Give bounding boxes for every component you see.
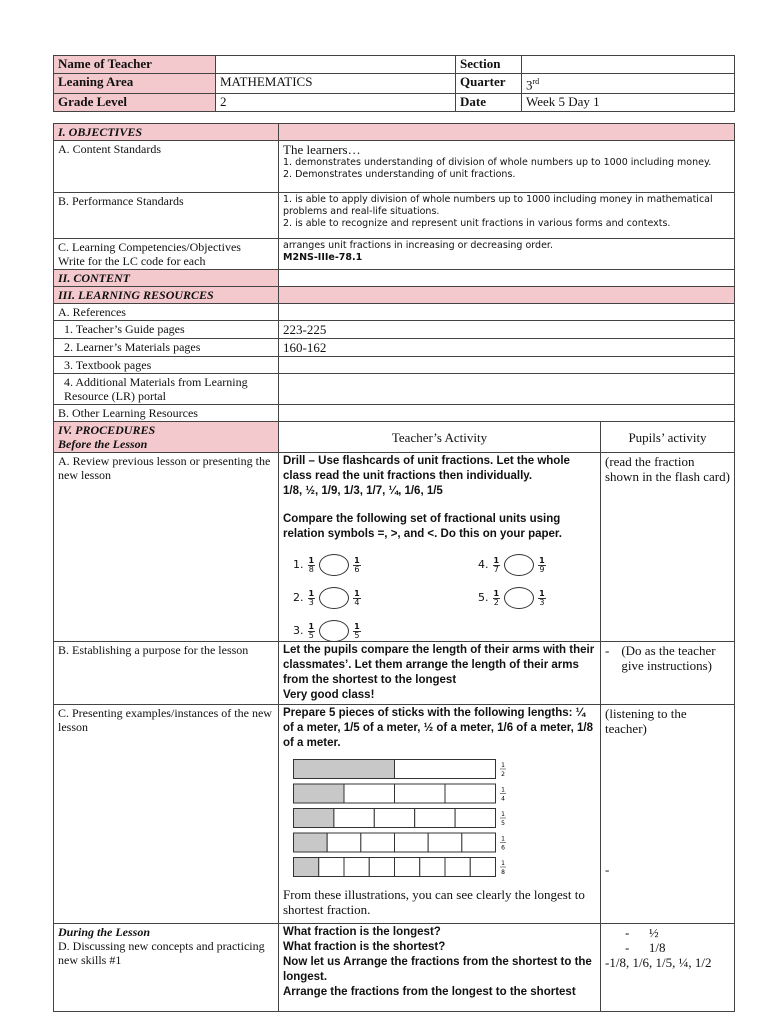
additional-materials-label: 4. Additional Materials from Learning Resource (LR) portal <box>54 374 279 405</box>
unit-fraction: $\frac{1}{8}$ <box>308 555 315 574</box>
presenting-pupil-activity <box>601 705 735 924</box>
lc-label-line2: Write for the LC code for each <box>58 254 206 268</box>
arrange-shortest-longest: Now let us Arrange the fractions from the shortest to the longest. <box>283 956 592 983</box>
comparison-item <box>293 587 361 609</box>
strip-label-numerator: 1 <box>501 811 505 818</box>
comparison-exercises <box>283 542 596 640</box>
content-standards-label: A. Content Standards <box>54 141 279 193</box>
unit-fraction: $\frac{1}{6}$ <box>354 555 360 574</box>
content-heading: II. CONTENT <box>54 270 279 287</box>
unit-fraction: $\frac{1}{9}$ <box>539 555 545 574</box>
learning-resources-heading: III. LEARNING RESOURCES <box>54 287 279 304</box>
purpose-pupil-activity <box>601 642 735 705</box>
shaded-fraction-segment <box>294 809 334 828</box>
purpose-pupil-text: (Do as the teacher give instructions) <box>621 643 716 673</box>
learners-materials-value: 160-162 <box>279 339 735 357</box>
answer-shortest: - 1/8 <box>625 940 666 955</box>
fraction-segment <box>369 858 394 877</box>
unit-fraction: $\frac{1}{3}$ <box>539 588 545 607</box>
fraction-segment <box>445 784 496 803</box>
learning-competencies-label <box>54 239 279 270</box>
fraction-segment <box>344 858 369 877</box>
lc-code: M2NS-IIIe-78.1 <box>283 252 363 263</box>
fraction-segment <box>344 784 395 803</box>
teacher-name-label: Name of Teacher <box>54 56 216 74</box>
shaded-fraction-segment <box>294 784 345 803</box>
references-label: A. References <box>54 304 279 321</box>
grade-level-value: 2 <box>216 94 456 112</box>
answer-oval[interactable] <box>504 587 534 609</box>
purpose-label: B. Establishing a purpose for the lesson <box>54 642 279 705</box>
unit-fraction: $\frac{1}{5}$ <box>354 621 360 640</box>
date-label: Date <box>456 94 522 112</box>
answer-oval[interactable] <box>504 554 534 576</box>
strip-label-denominator: 4 <box>501 795 505 803</box>
unit-fraction: $\frac{1}{4}$ <box>354 588 360 607</box>
arrange-longest-shortest: Arrange the fractions from the longest to the shortest <box>283 986 576 998</box>
learners-materials-label: 2. Learner’s Materials pages <box>54 339 279 357</box>
fraction-segment <box>470 858 495 877</box>
comparison-number: 1. <box>293 558 304 571</box>
shaded-fraction-segment <box>294 760 395 779</box>
teachers-guide-label: 1. Teacher’s Guide pages <box>54 321 279 339</box>
drill-text: Drill – Use flashcards of unit fractions. Let the whole class read the unit fractions then individually. <box>283 455 570 482</box>
strip-label-numerator: 1 <box>501 786 505 794</box>
objectives-heading-fill <box>279 124 735 141</box>
unit-fraction: $\frac{1}{7}$ <box>493 555 500 574</box>
shaded-fraction-segment <box>294 833 328 852</box>
shaded-fraction-segment <box>294 858 319 877</box>
quarter-value: 3rd <box>522 74 735 94</box>
learning-resources-fill <box>279 287 735 304</box>
comparison-item <box>478 587 546 609</box>
review-lesson-cell <box>279 453 601 642</box>
learning-area-label: Leaning Area <box>54 74 216 94</box>
lc-text: arranges unit fractions in increasing or decreasing order. <box>283 240 553 251</box>
fraction-segment <box>334 809 374 828</box>
references-value <box>279 304 735 321</box>
strip-label-numerator: 1 <box>501 762 505 769</box>
answer-oval[interactable] <box>319 587 349 609</box>
date-value: Week 5 Day 1 <box>522 94 735 112</box>
other-resources-value <box>279 405 735 422</box>
strip-label-numerator: 1 <box>501 860 505 867</box>
lesson-plan-table <box>53 123 735 1012</box>
presenting-pupil-dash: - <box>605 862 610 877</box>
purpose-praise: Very good class! <box>283 689 375 701</box>
compare-instructions: Compare the following set of fractional units using relation symbols =, >, and <. Do this on your paper. <box>283 513 562 540</box>
purpose-text: Let the pupils compare the length of their arms with their classmates’. Let them arrange the length of their arms from the shortest to the longest <box>283 644 595 686</box>
comparison-number: 5. <box>478 591 489 604</box>
strip-label-denominator: 5 <box>501 820 505 827</box>
question-longest: What fraction is the longest? <box>283 926 441 938</box>
fraction-segment <box>395 833 429 852</box>
review-lesson-label: A. Review previous lesson or presenting the new lesson <box>54 453 279 642</box>
sticks-text: Prepare 5 pieces of sticks with the following lengths: ¼ of a meter, 1/5 of a meter, ½ of a meter, 1/6 of a meter, 1/8 of a meter. <box>283 707 594 749</box>
content-standards-cell <box>279 141 735 193</box>
comparison-number: 2. <box>293 591 304 604</box>
fraction-segment <box>395 760 496 779</box>
comparison-item <box>293 554 361 576</box>
content-standard-2: 2. Demonstrates understanding of unit fractions. <box>283 169 516 180</box>
performance-standard-1: 1. is able to apply division of whole numbers up to 1000 including money in mathematical problems and real-life situations. <box>283 194 713 217</box>
presenting-examples-cell <box>279 705 601 924</box>
lc-label-line1: C. Learning Competencies/Objectives <box>58 240 241 254</box>
discussing-concepts-label <box>54 924 279 1012</box>
textbook-pages-value <box>279 357 735 374</box>
strip-label-denominator: 8 <box>501 869 505 876</box>
fraction-segment <box>428 833 462 852</box>
fraction-segment <box>374 809 414 828</box>
fraction-segment <box>445 858 470 877</box>
procedures-heading <box>54 422 279 453</box>
fraction-segment <box>420 858 445 877</box>
fraction-segment <box>319 858 344 877</box>
fraction-list: 1/8, ½, 1/9, 1/3, 1/7, ¼, 1/6, 1/5 <box>283 485 443 497</box>
performance-standards-label: B. Performance Standards <box>54 193 279 239</box>
fraction-segment <box>361 833 395 852</box>
review-pupil-activity: (read the fraction shown in the flash card) <box>601 453 735 642</box>
other-resources-label: B. Other Learning Resources <box>54 405 279 422</box>
fraction-segment <box>395 784 446 803</box>
content-intro: The learners… <box>283 142 361 157</box>
strip-label-denominator: 2 <box>501 771 505 778</box>
unit-fraction: $\frac{1}{5}$ <box>308 621 315 640</box>
answer-longest: - ½ <box>625 925 659 940</box>
grade-level-label: Grade Level <box>54 94 216 112</box>
content-value <box>279 270 735 287</box>
presenting-pupil-text: (listening to the teacher) <box>605 706 687 736</box>
header-table <box>53 55 735 112</box>
before-lesson-subtitle: Before the Lesson <box>58 437 148 451</box>
quarter-label: Quarter <box>456 74 522 94</box>
strip-label-denominator: 6 <box>501 844 505 852</box>
fraction-segment <box>455 809 495 828</box>
fraction-segment <box>395 858 420 877</box>
answer-arrangement: -1/8, 1/6, 1/5, ¼, 1/2 <box>605 955 712 970</box>
fraction-segment <box>327 833 361 852</box>
objectives-heading: I. OBJECTIVES <box>54 124 279 141</box>
purpose-pupil-dash: - <box>605 643 610 658</box>
comparison-number: 4. <box>478 558 489 571</box>
unit-fraction: $\frac{1}{3}$ <box>308 588 315 607</box>
comparison-number: 3. <box>293 624 304 637</box>
teacher-activity-header: Teacher’s Activity <box>279 422 601 453</box>
during-lesson-heading: During the Lesson <box>58 925 151 939</box>
textbook-pages-label: 3. Textbook pages <box>54 357 279 374</box>
unit-fraction: $\frac{1}{2}$ <box>493 588 500 607</box>
answer-oval[interactable] <box>319 554 349 576</box>
strip-label-numerator: 1 <box>501 835 505 843</box>
answer-oval[interactable] <box>319 620 349 642</box>
learning-competencies-cell <box>279 239 735 270</box>
learning-area-value: MATHEMATICS <box>216 74 456 94</box>
purpose-cell <box>279 642 601 705</box>
section-value[interactable] <box>522 56 735 74</box>
pupil-activity-header: Pupils’ activity <box>601 422 735 453</box>
fraction-strips <box>293 757 515 883</box>
performance-standard-2: 2. is able to recognize and represent unit fractions in various forms and contexts. <box>283 218 671 229</box>
comparison-item <box>293 620 361 642</box>
illustration-conclusion: From these illustrations, you can see clearly the longest to shortest fraction. <box>283 887 585 917</box>
additional-materials-value <box>279 374 735 405</box>
teachers-guide-value: 223-225 <box>279 321 735 339</box>
content-standard-1: 1. demonstrates understanding of division of whole numbers up to 1000 including money. <box>283 157 712 168</box>
presenting-examples-label: C. Presenting examples/instances of the new lesson <box>54 705 279 924</box>
fraction-segment <box>462 833 496 852</box>
discussing-pupil-activity <box>601 924 735 1012</box>
discussing-concepts-text: D. Discussing new concepts and practicing new skills #1 <box>58 939 265 967</box>
section-label: Section <box>456 56 522 74</box>
performance-standards-cell <box>279 193 735 239</box>
teacher-name-value[interactable] <box>216 56 456 74</box>
procedures-title: IV. PROCEDURES <box>58 423 156 437</box>
fraction-segment <box>415 809 455 828</box>
discussing-concepts-cell <box>279 924 601 1012</box>
comparison-item <box>478 554 546 576</box>
question-shortest: What fraction is the shortest? <box>283 941 446 953</box>
